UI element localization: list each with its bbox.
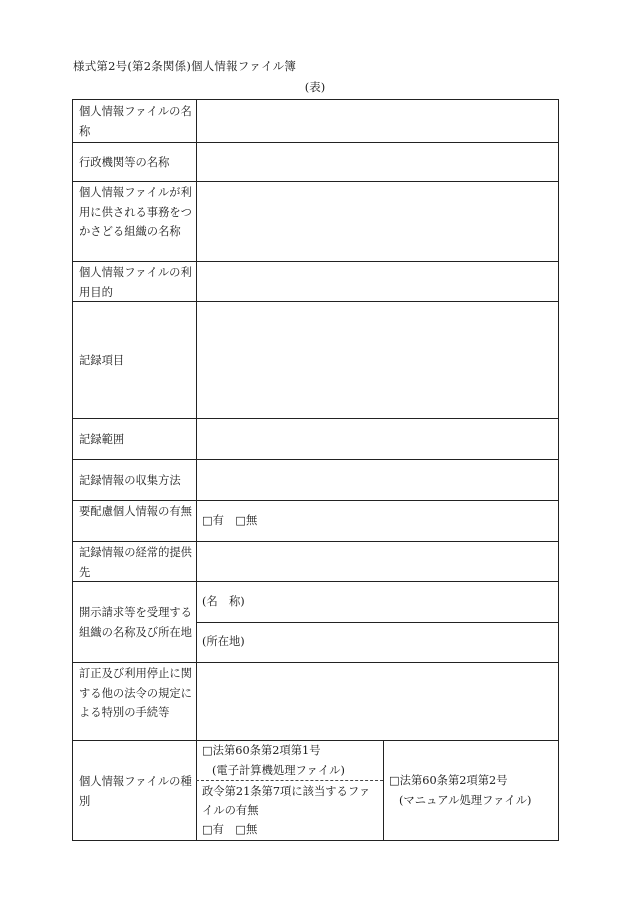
label-org-name: 個人情報ファイルが利用に供される事務をつかさどる組織の名称	[79, 186, 192, 238]
label-record-items-text: 記録項目	[79, 353, 125, 367]
register-table	[72, 99, 559, 841]
label-file-type	[73, 740, 196, 841]
file-type-electronic	[196, 740, 383, 780]
label-regular-recipient: 記録情報の経常的提供先	[79, 546, 192, 579]
label-sensitive-info: 要配慮個人情報の有無	[79, 505, 192, 518]
label-agency-name	[73, 142, 196, 181]
manual-file-checkbox[interactable]: □法第60条第2項第2号	[389, 774, 508, 787]
file-type-ordinance	[196, 780, 383, 841]
disclosure-name-label: (名 称)	[202, 594, 245, 608]
ordinance-checkboxes[interactable]: □有 □無	[202, 823, 258, 836]
label-file-name: 個人情報ファイルの名称	[79, 105, 192, 138]
label-special-procedure: 訂正及び利用停止に関する他の法令の規定による特別の手続等	[79, 667, 192, 719]
label-collection-method-text: 記録情報の収集方法	[79, 473, 181, 487]
label-disclosure-org-text: 開示請求等を受理する組織の名称及び所在地	[79, 606, 192, 639]
ordinance-question: 政令第21条第7項に該当するファイルの有無	[202, 785, 371, 817]
disclosure-name-value	[196, 581, 559, 622]
sensitive-info-checkboxes[interactable]: □有 □無	[202, 513, 258, 527]
label-collection-method	[73, 459, 196, 500]
label-record-scope-text: 記録範囲	[79, 432, 125, 446]
label-record-items	[73, 301, 196, 418]
electronic-file-checkbox[interactable]: □法第60条第2項第1号	[202, 744, 321, 757]
label-agency-name-text: 行政機関等の名称	[79, 155, 170, 169]
label-purpose: 個人情報ファイルの利用目的	[79, 266, 192, 299]
label-disclosure-org	[73, 581, 196, 662]
label-file-type-text: 個人情報ファイルの種別	[79, 775, 192, 808]
electronic-file-description: (電子計算機処理ファイル)	[212, 763, 345, 777]
form-title: 様式第2号(第2条関係)個人情報ファイル簿	[73, 59, 297, 73]
label-column-divider	[196, 100, 197, 841]
label-record-scope	[73, 418, 196, 459]
sensitive-info-value	[196, 500, 559, 541]
disclosure-location-label: (所在地)	[202, 635, 245, 649]
disclosure-location-value	[196, 622, 559, 662]
form-subtitle: (表)	[304, 80, 326, 94]
file-type-manual	[383, 740, 559, 841]
manual-file-description: (マニュアル処理ファイル)	[399, 793, 532, 807]
